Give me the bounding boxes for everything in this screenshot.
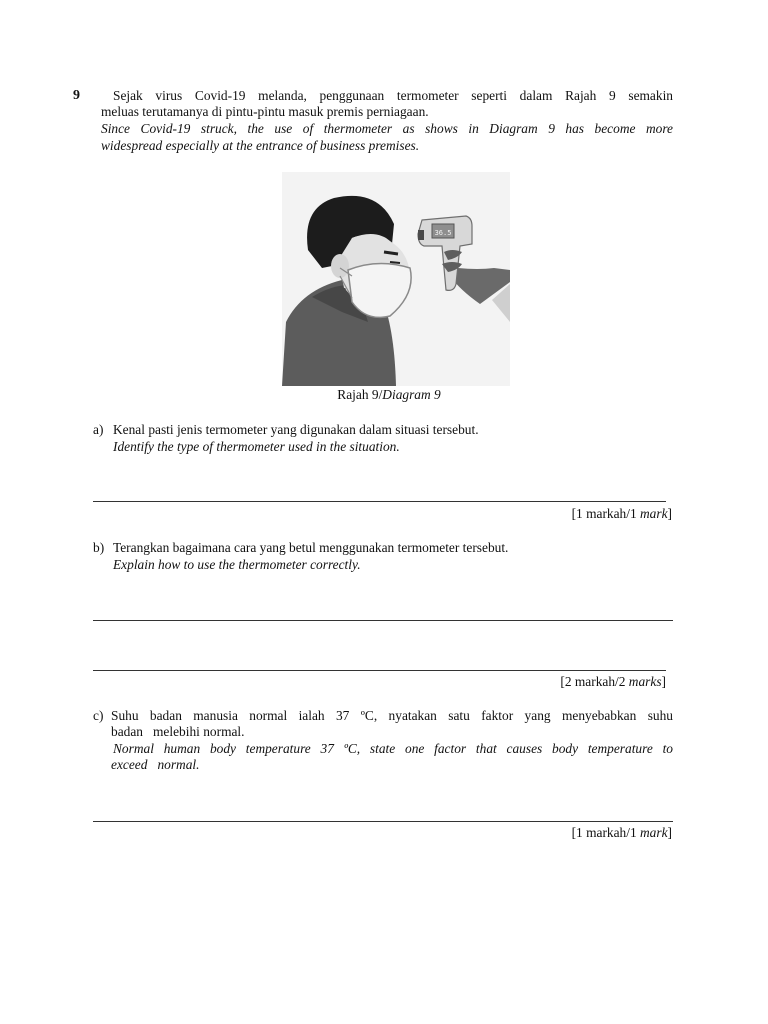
part-c-english-line2: exceed normal. [111,757,200,772]
part-c-marks-suffix: ] [667,825,672,840]
thermometer-illustration [282,172,510,386]
part-b-answer-line-2[interactable] [93,670,666,671]
diagram-caption [0,387,768,404]
part-c-english-line1: Normal human body temperature 37 ºC, state one factor that causes body temperature to [113,741,673,756]
part-c-label: c) [93,708,104,723]
part-a-answer-line[interactable] [93,501,666,502]
part-a-marks-suffix: ] [667,506,672,521]
part-b-marks-prefix: [2 markah/2 [560,674,629,689]
part-a-marks-italic: mark [640,506,668,521]
caption-english: Diagram 9 [382,387,441,402]
part-b-malay: Terangkan bagaimana cara yang betul menggunakan termometer tersebut. [113,540,509,555]
person-temperature-check-image [282,172,510,386]
ear-shape [331,254,349,278]
part-a-marks [420,506,672,523]
thermometer-screen-reading: 36.5 [434,229,452,237]
part-c-malay-line1: Suhu badan manusia normal ialah 37 ºC, nyatakan satu faktor yang menyebabkan suhu [111,708,673,723]
part-c-marks-prefix: [1 markah/1 [571,825,640,840]
part-a-marks-prefix: [1 markah/1 [571,506,640,521]
intro-english-line2: widespread especially at the entrance of business premises. [101,138,420,153]
intro-english-line1: Since Covid-19 struck, the use of thermometer as shows in Diagram 9 has become more [101,121,673,136]
part-c-answer-line[interactable] [93,821,673,822]
part-b-label: b) [93,540,105,555]
part-b-marks-suffix: ] [661,674,666,689]
thermometer-sensor [418,230,424,240]
part-c-marks-italic: mark [640,825,668,840]
part-b-marks [420,674,666,691]
part-c-malay-line2: badan melebihi normal. [111,724,245,739]
part-b-english: Explain how to use the thermometer correctly. [113,557,361,572]
question-number: 9 [73,88,80,103]
part-c-marks [420,825,672,842]
part-a-label: a) [93,422,104,437]
caption-malay: Rajah 9/ [337,387,383,402]
intro-malay-line1: Sejak virus Covid-19 melanda, penggunaan termometer seperti dalam Rajah 9 semakin [113,88,673,103]
part-a-english: Identify the type of thermometer used in the situation. [113,439,400,454]
eye-shape [390,262,400,263]
eyebrow-shape [384,252,398,254]
part-a-malay: Kenal pasti jenis termometer yang digunakan dalam situasi tersebut. [113,422,479,437]
intro-malay-line2: meluas terutamanya di pintu-pintu masuk premis perniagaan. [101,104,429,119]
part-b-marks-italic: marks [628,674,662,689]
face-mask-shape [348,263,411,317]
part-b-answer-line-1[interactable] [93,620,673,621]
